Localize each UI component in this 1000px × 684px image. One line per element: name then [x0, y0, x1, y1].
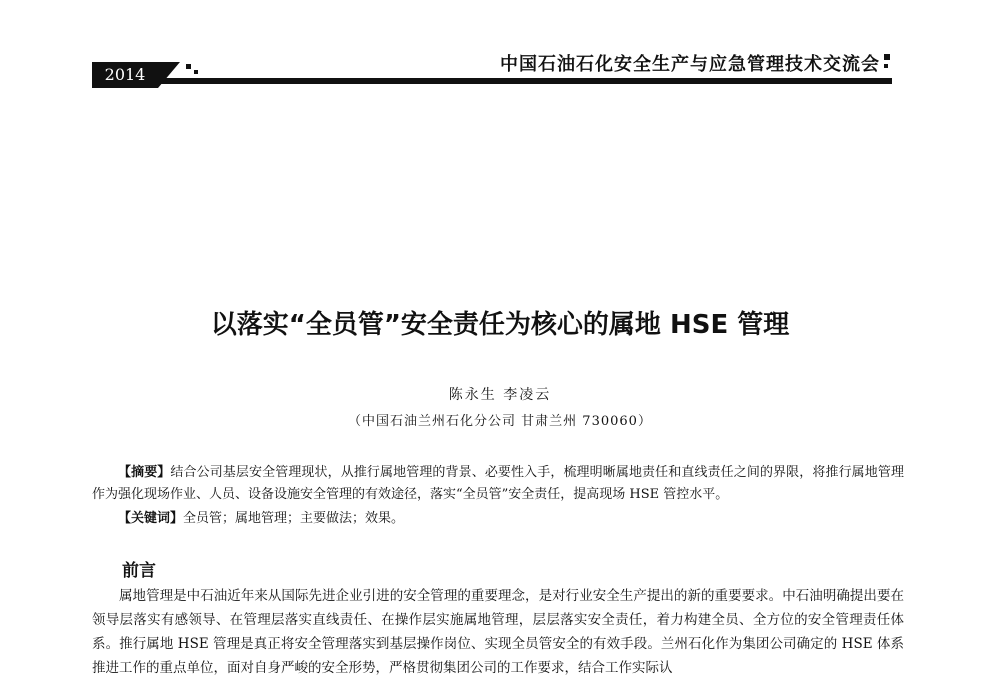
header-decoration [186, 64, 191, 69]
paper-authors: 陈永生 李凌云 [448, 387, 552, 403]
abstract-label: 【摘要】 [118, 465, 171, 480]
keywords-text: 全员管；属地管理；主要做法；效果。 [183, 511, 405, 526]
year-label: 2014 [92, 62, 158, 88]
paper-affiliation: （中国石油兰州石化分公司 甘肃兰州 730060） [348, 414, 652, 429]
conference-name: 中国石油石化安全生产与应急管理技术交流会 [500, 54, 880, 75]
section-heading: 前言 [122, 561, 156, 581]
keywords-label: 【关键词】 [118, 511, 184, 526]
header-decoration [884, 64, 888, 68]
header-rule [92, 78, 892, 84]
header-decoration [884, 54, 890, 60]
paper-title: 以落实“全员管”安全责任为核心的属地 HSE 管理 [210, 310, 790, 340]
body-paragraph: 属地管理是中石油近年来从国际先进企业引进的安全管理的重要理念，是对行业安全生产提出的新的重要要求。中石油明确提出要在领导层落实有感领导、在管理层落实直线责任、在操作层实施属地管理，层层落实安全责任，着力构建全员、全方位的安全管理责任体系。推行属地 HSE 管理是真正将安全管理落实到基层操作岗位、实现全员管安全的有效手段。兰州石化作为集团公司确定的 HSE 体系推进工作的重点单位，面对自身严峻的安全形势，严格贯彻集团公司的工作要求，结合工作实际认 [92, 588, 904, 676]
header-decoration [194, 70, 198, 74]
abstract-text: 结合公司基层安全管理现状，从推行属地管理的背景、必要性入手，梳理明晰属地责任和直线责任之间的界限，将推行属地管理作为强化现场作业、人员、设备设施安全管理的有效途径，落实“全员管”安全责任，提高现场 HSE 管控水平。 [92, 465, 904, 502]
year-wedge [158, 62, 180, 88]
keywords [92, 508, 904, 530]
abstract [92, 462, 904, 506]
